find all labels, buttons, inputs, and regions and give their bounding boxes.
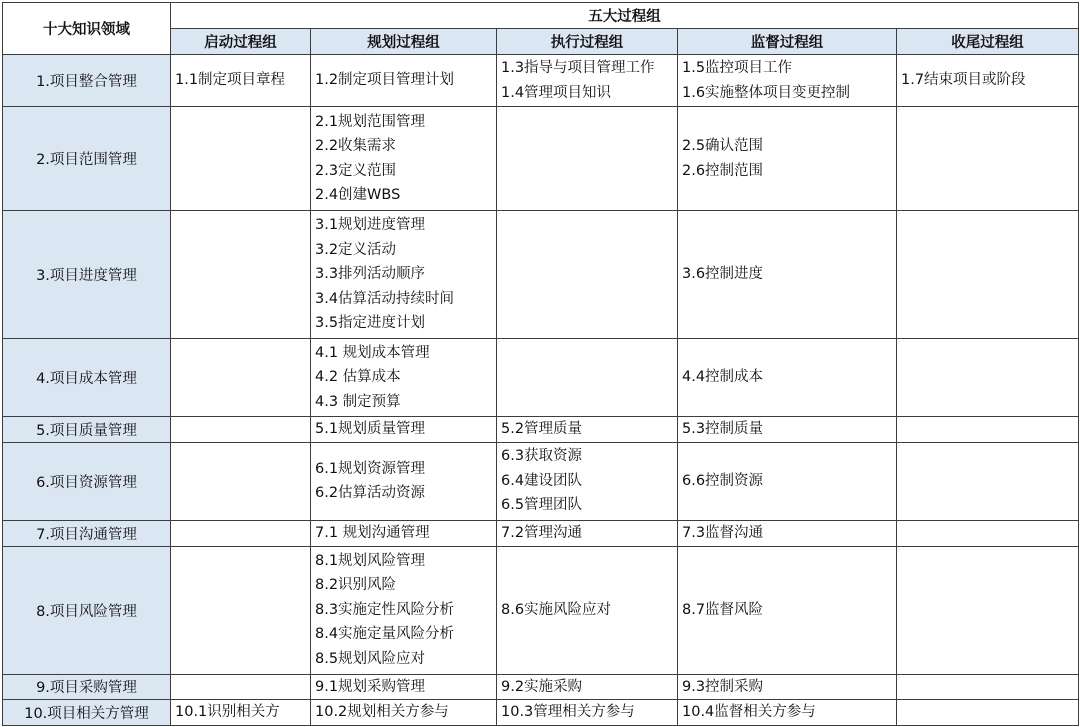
process-item: 1.7结束项目或阶段 xyxy=(901,72,1026,89)
knowledge-area-cell: 1.项目整合管理 xyxy=(3,55,171,107)
process-cell-executing xyxy=(497,417,678,443)
col-head-planning: 规划过程组 xyxy=(311,29,497,55)
process-item: 7.3监督沟通 xyxy=(682,524,764,541)
process-cell-executing xyxy=(497,546,678,674)
process-cell-initiating xyxy=(171,700,311,726)
process-cell-planning xyxy=(311,546,497,674)
table-body xyxy=(3,55,1079,726)
table-row xyxy=(3,546,1079,674)
table-row xyxy=(3,442,1079,520)
process-cell-initiating xyxy=(171,55,311,107)
process-item: 6.3获取资源 xyxy=(501,448,583,465)
process-item: 1.3指导与项目管理工作 xyxy=(501,60,655,76)
process-item: 8.3实施定性风险分析 xyxy=(315,601,455,618)
process-item: 8.2识别风险 xyxy=(315,577,397,594)
knowledge-area-cell: 9.项目采购管理 xyxy=(3,674,171,700)
process-item: 4.4控制成本 xyxy=(682,369,764,386)
process-cell-planning xyxy=(311,417,497,443)
knowledge-area-cell: 3.项目进度管理 xyxy=(3,211,171,339)
process-cell-planning xyxy=(311,55,497,107)
process-cell-closing xyxy=(897,107,1079,211)
process-cell-monitoring xyxy=(678,107,897,211)
process-item: 10.3管理相关方参与 xyxy=(501,704,635,721)
process-item: 9.3控制采购 xyxy=(682,678,764,695)
process-item: 2.6控制范围 xyxy=(682,162,764,179)
process-cell-monitoring xyxy=(678,674,897,700)
process-cell-closing xyxy=(897,417,1079,443)
knowledge-process-table xyxy=(2,2,1079,726)
process-cell-closing xyxy=(897,339,1079,417)
process-item: 5.2管理质量 xyxy=(501,421,583,437)
table-row xyxy=(3,107,1079,211)
process-item: 3.6控制进度 xyxy=(682,266,764,283)
process-cell-initiating xyxy=(171,442,311,520)
process-item: 2.4创建WBS xyxy=(315,187,401,203)
process-cell-monitoring xyxy=(678,442,897,520)
process-cell-executing xyxy=(497,674,678,700)
table-row xyxy=(3,674,1079,700)
process-cell-planning xyxy=(311,442,497,520)
knowledge-area-cell: 2.项目范围管理 xyxy=(3,107,171,211)
table-row xyxy=(3,339,1079,417)
table-row xyxy=(3,55,1079,107)
knowledge-area-cell: 4.项目成本管理 xyxy=(3,339,171,417)
process-cell-closing xyxy=(897,442,1079,520)
knowledge-area-cell: 10.项目相关方管理 xyxy=(3,700,171,726)
process-cell-initiating xyxy=(171,107,311,211)
process-cell-closing xyxy=(897,520,1079,546)
process-cell-closing xyxy=(897,700,1079,726)
table-row xyxy=(3,417,1079,443)
process-item: 8.5规划风险应对 xyxy=(315,650,426,667)
process-cell-initiating xyxy=(171,211,311,339)
process-item: 8.4实施定量风险分析 xyxy=(315,626,455,643)
process-cell-planning xyxy=(311,211,497,339)
process-cell-planning xyxy=(311,700,497,726)
process-item: 2.5确认范围 xyxy=(682,138,764,154)
process-item: 9.2实施采购 xyxy=(501,678,583,695)
table-row xyxy=(3,700,1079,726)
process-cell-initiating xyxy=(171,520,311,546)
process-item: 10.2规划相关方参与 xyxy=(315,704,449,721)
process-item: 3.3排列活动顺序 xyxy=(315,266,426,283)
process-item: 1.2制定项目管理计划 xyxy=(315,72,455,89)
process-item: 3.1规划进度管理 xyxy=(315,217,426,234)
process-item: 2.3定义范围 xyxy=(315,162,397,179)
process-cell-planning xyxy=(311,107,497,211)
knowledge-area-cell: 6.项目资源管理 xyxy=(3,442,171,520)
process-item: 3.2定义活动 xyxy=(315,241,397,258)
col-head-executing: 执行过程组 xyxy=(497,29,678,55)
process-item: 7.2管理沟通 xyxy=(501,524,583,541)
process-cell-executing xyxy=(497,55,678,107)
process-cell-monitoring xyxy=(678,700,897,726)
process-cell-executing xyxy=(497,339,678,417)
corner-header: 十大知识领域 xyxy=(3,3,171,55)
process-item: 8.7监督风险 xyxy=(682,601,764,618)
process-cell-closing xyxy=(897,546,1079,674)
process-cell-closing xyxy=(897,55,1079,107)
process-cell-monitoring xyxy=(678,520,897,546)
process-item: 2.2收集需求 xyxy=(315,138,397,154)
table-row xyxy=(3,211,1079,339)
process-cell-monitoring xyxy=(678,339,897,417)
process-cell-closing xyxy=(897,674,1079,700)
process-item: 4.1 规划成本管理 xyxy=(315,344,430,361)
col-head-initiating: 启动过程组 xyxy=(171,29,311,55)
process-item: 4.3 制定预算 xyxy=(315,393,401,410)
process-cell-executing xyxy=(497,442,678,520)
col-head-monitoring: 监督过程组 xyxy=(678,29,897,55)
process-cell-executing xyxy=(497,107,678,211)
process-item: 10.1识别相关方 xyxy=(175,704,280,721)
process-item: 6.4建设团队 xyxy=(501,472,583,489)
process-item: 3.4估算活动持续时间 xyxy=(315,290,455,307)
process-item: 2.1规划范围管理 xyxy=(315,113,426,130)
process-item: 5.1规划质量管理 xyxy=(315,421,426,437)
process-cell-monitoring xyxy=(678,55,897,107)
process-groups-title: 五大过程组 xyxy=(171,3,1079,29)
process-item: 6.5管理团队 xyxy=(501,497,583,514)
process-cell-initiating xyxy=(171,417,311,443)
process-cell-executing xyxy=(497,700,678,726)
process-item: 7.1 规划沟通管理 xyxy=(315,524,430,541)
process-cell-initiating xyxy=(171,674,311,700)
knowledge-area-cell: 7.项目沟通管理 xyxy=(3,520,171,546)
knowledge-area-cell: 8.项目风险管理 xyxy=(3,546,171,674)
process-item: 5.3控制质量 xyxy=(682,421,764,437)
process-cell-monitoring xyxy=(678,211,897,339)
process-cell-initiating xyxy=(171,546,311,674)
process-item: 3.5指定进度计划 xyxy=(315,315,426,332)
process-item: 1.5监控项目工作 xyxy=(682,60,793,76)
process-cell-executing xyxy=(497,520,678,546)
process-item: 6.1规划资源管理 xyxy=(315,460,426,477)
table-row xyxy=(3,520,1079,546)
process-cell-planning xyxy=(311,339,497,417)
process-cell-planning xyxy=(311,674,497,700)
process-item: 8.1规划风险管理 xyxy=(315,552,426,569)
col-head-closing: 收尾过程组 xyxy=(897,29,1079,55)
process-item: 1.4管理项目知识 xyxy=(501,84,612,101)
process-cell-planning xyxy=(311,520,497,546)
knowledge-area-cell: 5.项目质量管理 xyxy=(3,417,171,443)
process-item: 1.1制定项目章程 xyxy=(175,72,286,89)
process-item: 6.6控制资源 xyxy=(682,472,764,489)
process-cell-monitoring xyxy=(678,546,897,674)
process-item: 4.2 估算成本 xyxy=(315,369,401,386)
process-item: 6.2估算活动资源 xyxy=(315,485,426,501)
process-item: 8.6实施风险应对 xyxy=(501,601,612,618)
process-item: 1.6实施整体项目变更控制 xyxy=(682,84,851,101)
process-cell-closing xyxy=(897,211,1079,339)
process-cell-monitoring xyxy=(678,417,897,443)
header-row-1 xyxy=(3,3,1079,29)
process-item: 9.1规划采购管理 xyxy=(315,678,426,695)
process-item: 10.4监督相关方参与 xyxy=(682,704,816,721)
process-cell-executing xyxy=(497,211,678,339)
process-cell-initiating xyxy=(171,339,311,417)
